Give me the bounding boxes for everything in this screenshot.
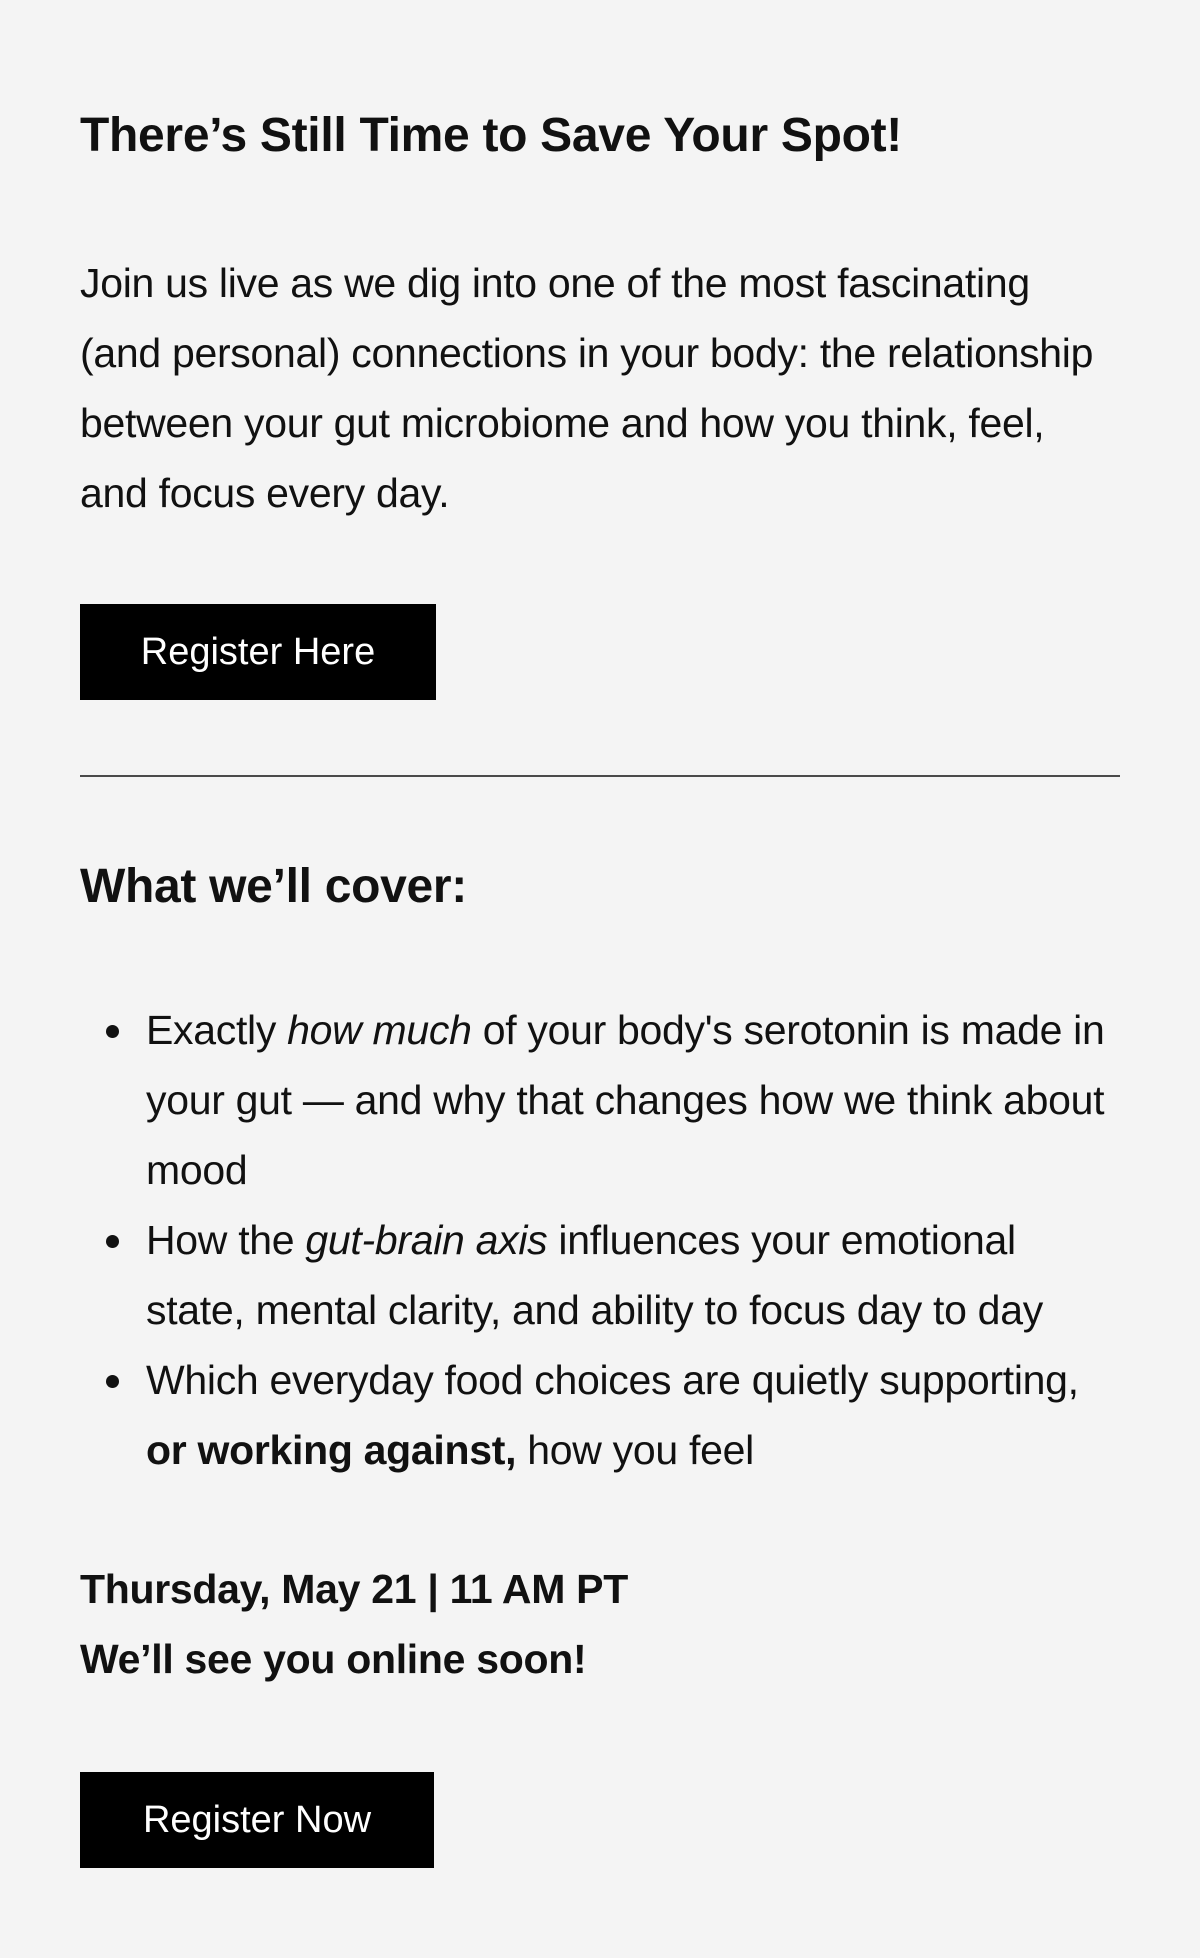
section-divider xyxy=(80,775,1120,777)
list-item-strong: or working against, xyxy=(146,1427,517,1473)
list-item-text: how you feel xyxy=(516,1427,754,1473)
bullet-icon xyxy=(106,1025,119,1038)
bullet-icon xyxy=(106,1375,119,1388)
list-item xyxy=(80,1345,1120,1485)
cover-heading: What we’ll cover: xyxy=(80,860,467,913)
register-now-button[interactable]: Register Now xyxy=(80,1772,434,1868)
list-item-emphasis: how much xyxy=(287,1007,472,1053)
register-here-button[interactable]: Register Here xyxy=(80,604,436,700)
list-item xyxy=(80,1205,1120,1345)
list-item-text: influences your emotional state, mental clarity, and ability to focus day to day xyxy=(146,1217,1043,1333)
event-date-time: Thursday, May 21 | 11 AM PT xyxy=(80,1566,628,1612)
list-item-text: of your body's serotonin is made in your gut — and why that changes how we think about mood xyxy=(146,1007,1105,1193)
list-item-emphasis: gut-brain axis xyxy=(305,1217,548,1263)
page-title: There’s Still Time to Save Your Spot! xyxy=(80,109,902,162)
list-item-text: How the xyxy=(146,1217,306,1263)
event-sign-off: We’ll see you online soon! xyxy=(80,1636,587,1682)
list-item-text: Exactly xyxy=(146,1007,288,1053)
bullet-icon xyxy=(106,1235,119,1248)
intro-paragraph: Join us live as we dig into one of the most fascinating (and personal) connections in your body: the relationship between your gut microbiome and how you think, feel, and focus every day. xyxy=(80,260,1094,516)
cover-list xyxy=(80,995,1120,1485)
list-item xyxy=(80,995,1120,1205)
list-item-text: Which everyday food choices are quietly supporting, xyxy=(146,1357,1079,1403)
